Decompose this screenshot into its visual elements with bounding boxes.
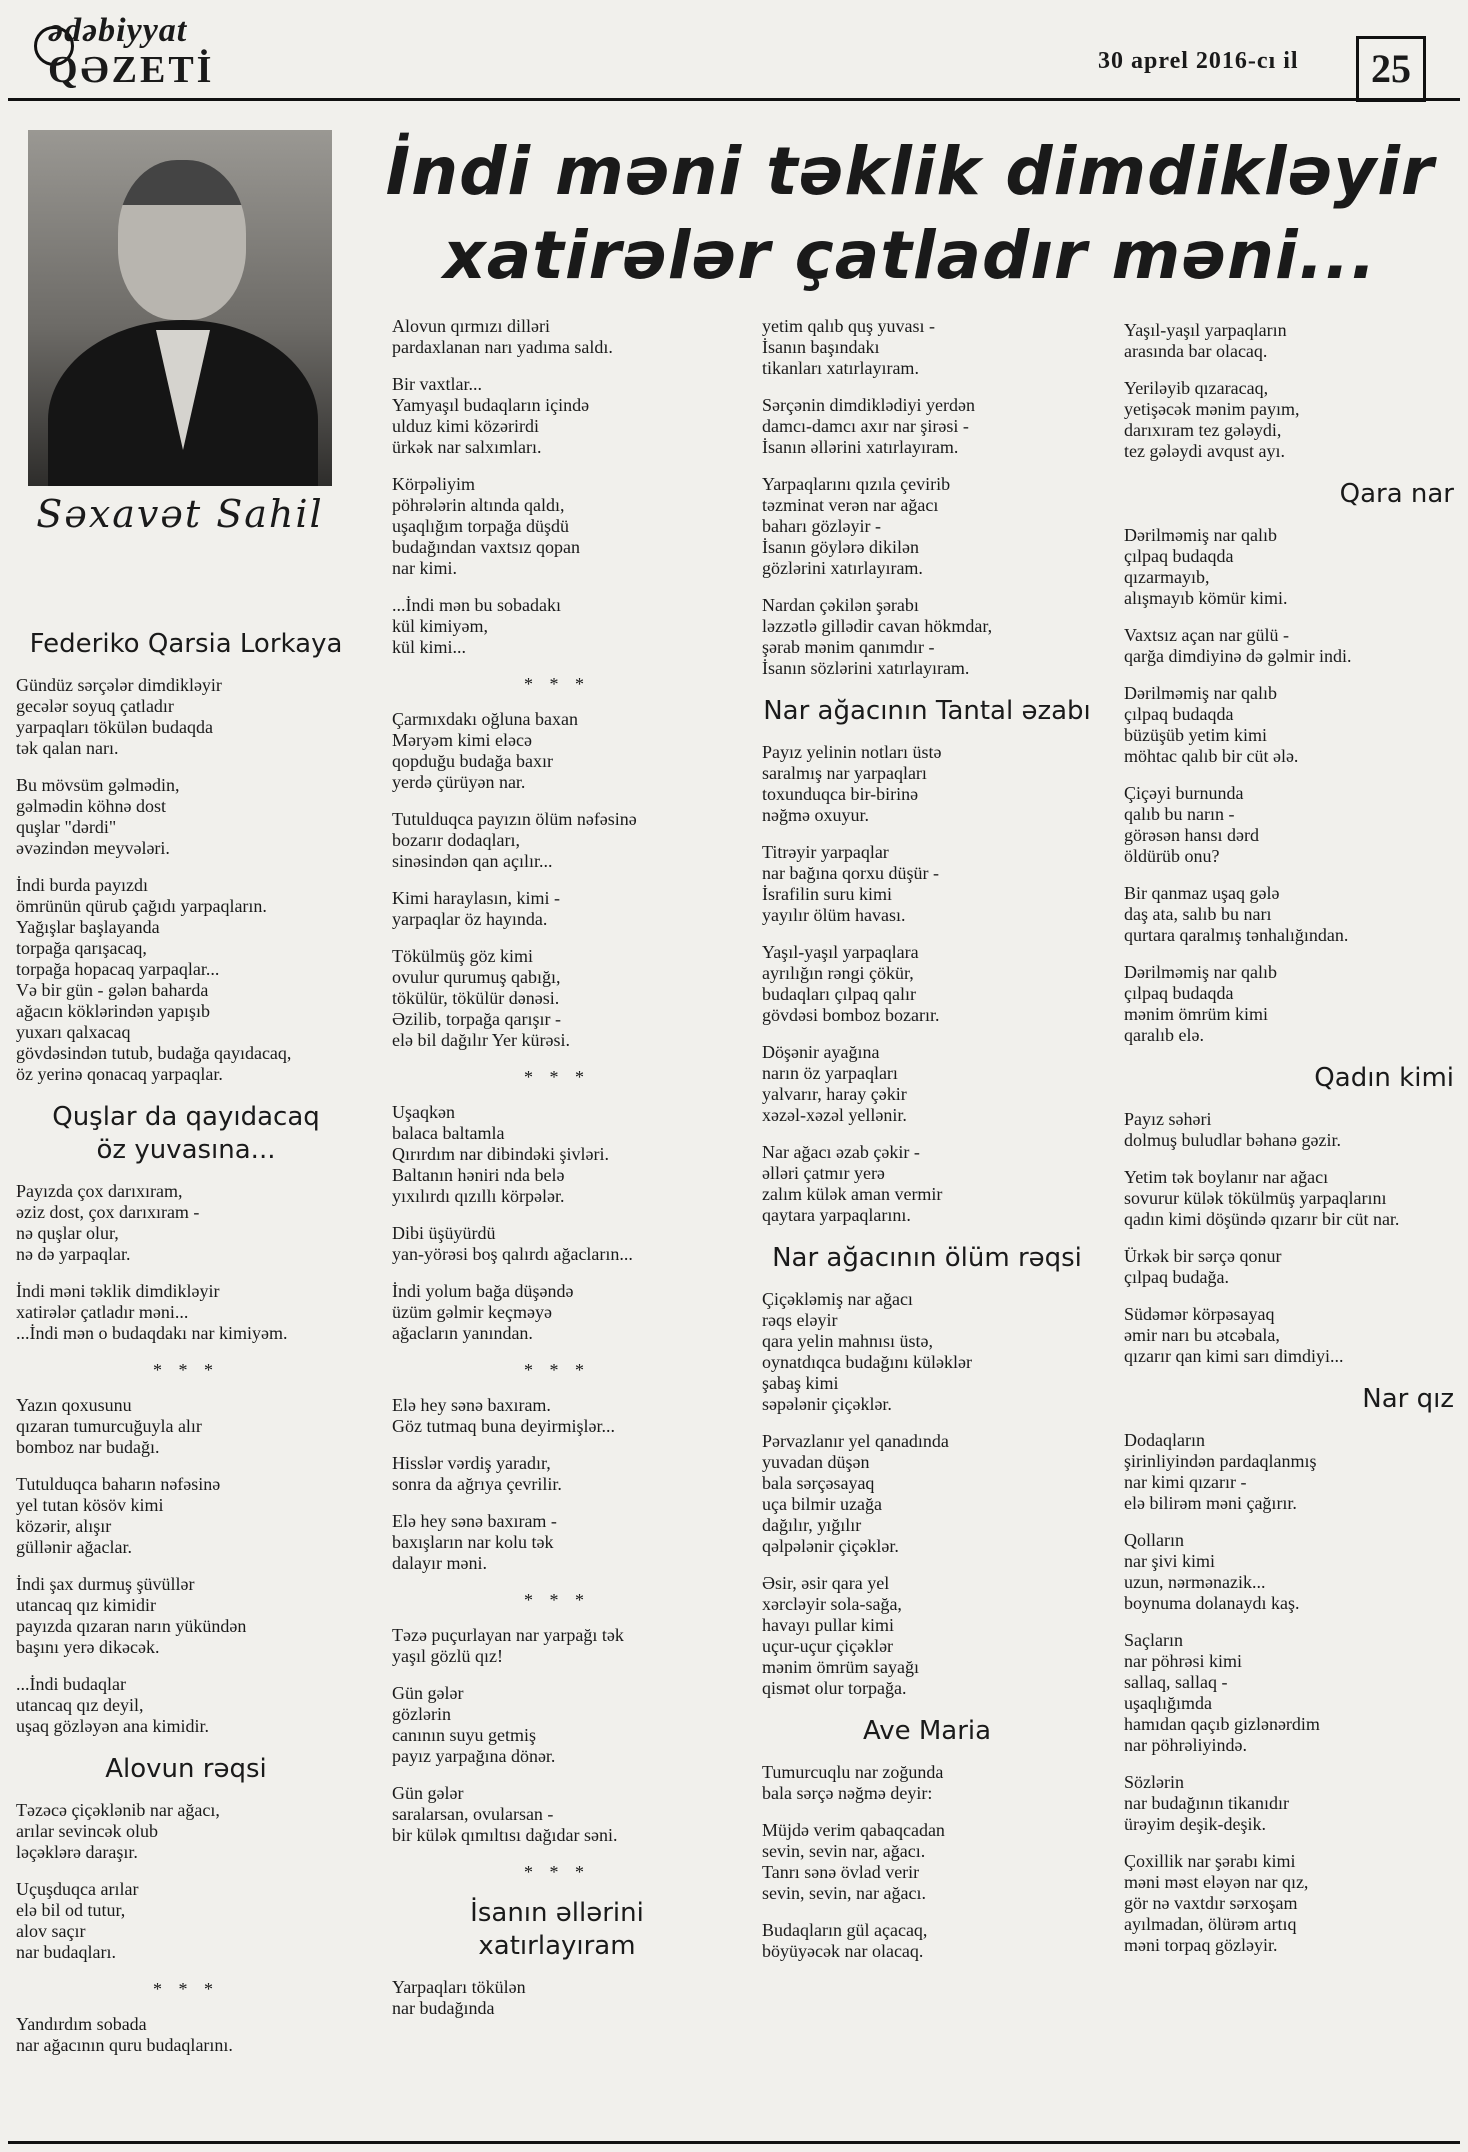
stanza: Gün gələr saralarsan, ovularsan - bir külək qımıltısı dağıdar səni.	[392, 1783, 618, 1845]
stanza: Titrəyir yarpaqlar nar bağına qorxu düşür - İsrafilin suru kimi yayılır ölüm havası.	[762, 842, 939, 925]
top-rule	[8, 98, 1460, 101]
stanza: Budaqların gül açacaq, böyüyəcək nar olacaq.	[762, 1920, 928, 1961]
stanza: Yetim tək boylanır nar ağacı sovurur külək tökülmüş yarpaqlarını qadın kimi döşündə qızarır bir cüt nar.	[1124, 1167, 1400, 1229]
stanza: Tumurcuqlu nar zoğunda bala sərçə nəğmə deyir:	[762, 1762, 944, 1803]
stanza: Dodaqların şirinliyindən pardaqlanmış nar kimi qızarır - elə bilirəm məni çağırır.	[1124, 1430, 1317, 1513]
stanza: Uşaqkən balaca baltamla Qırırdım nar dibindəki şivləri. Baltanın həniri nda belə yıxılırdı qızıllı körpələr.	[392, 1102, 609, 1206]
bottom-rule	[8, 2141, 1460, 2144]
poem-title: Quşlar da qayıdacaq öz yuvasına...	[52, 1102, 320, 1165]
stanza: Bir vaxtlar... Yamyaşıl budaqların içində ulduz kimi közərirdi ürkək nar salxımları.	[392, 374, 590, 457]
section-divider: * * *	[524, 1360, 590, 1380]
masthead-line2: QƏZETİ	[48, 49, 215, 91]
stanza: Çoxillik nar şərabı kimi məni məst eləyən nar qız, gör nə vaxtdır sərxoşam ayılmadan, ölürəm artıq məni torpaq gözləyir.	[1124, 1851, 1309, 1955]
title-line-2: xatirələr çatladır məni...	[443, 217, 1377, 294]
text-column-4	[1124, 320, 1454, 1972]
poem-title: Alovun rəqsi	[105, 1754, 267, 1784]
stanza: Pərvazlanır yel qanadında yuvadan düşən bala sərçəsayaq uça bilmir uzağa dağılır, yığılır qəlpələnir çiçəklər.	[762, 1431, 949, 1556]
stanza: Alovun qırmızı dilləri pardaxlanan narı yadıma saldı.	[392, 316, 613, 357]
stanza: Tutulduqca payızın ölüm nəfəsinə bozarır dodaqları, sinəsindən qan açılır...	[392, 809, 637, 871]
stanza: Təzəcə çiçəklənib nar ağacı, arılar sevincək olub ləçəklərə daraşır.	[16, 1800, 220, 1862]
stanza: Bir qanmaz uşaq gələ daş ata, salıb bu narı qurtara qaralmış tənhalığından.	[1124, 883, 1349, 945]
stanza: Yaşıl-yaşıl yarpaqlara ayrılığın rəngi çökür, budaqları çılpaq qalır gövdəsi bomboz bozarır.	[762, 942, 940, 1025]
poem-title: Nar qız	[1362, 1384, 1454, 1414]
stanza: Payızda çox darıxıram, əziz dost, çox darıxıram - nə quşlar olur, nə də yarpaqlar.	[16, 1181, 200, 1264]
stanza: Nar ağacı əzab çəkir - əlləri çatmır yerə zalım külək aman vermir qaytara yarpaqlarını.	[762, 1142, 943, 1225]
stanza: ...İndi budaqlar utancaq qız deyil, uşaq gözləyən ana kimidir.	[16, 1674, 209, 1736]
stanza: İndi yolum bağa düşəndə üzüm gəlmir keçməyə ağacların yanından.	[392, 1281, 574, 1343]
stanza: yetim qalıb quş yuvası - İsanın başındakı tikanları xatırlayıram.	[762, 316, 935, 378]
section-divider: * * *	[153, 1360, 219, 1380]
stanza: Yaşıl-yaşıl yarpaqların arasında bar olacaq.	[1124, 320, 1287, 361]
stanza: Əsir, əsir qara yel xərcləyir sola-sağa, havayı pullar kimi uçur-uçur çiçəklər mənim ömrüm sayağı qismət olur torpağa.	[762, 1573, 919, 1698]
stanza: Dərilməmiş nar qalıb çılpaq budaqda büzüşüb yetim kimi möhtac qalıb bir cüt ələ.	[1124, 683, 1299, 766]
stanza: Yeriləyib qızaracaq, yetişəcək mənim payım, darıxıram tez gələydi, tez gələydi avqust ayı.	[1124, 378, 1300, 461]
section-divider: * * *	[524, 1590, 590, 1610]
stanza: İndi şax durmuş şüvüllər utancaq qız kimidir payızda qızaran narın yükündən başını yerə dikəcək.	[16, 1574, 247, 1657]
stanza: İndi burda payızdı ömrünün qürub çağıdı yarpaqların. Yağışlar başlayanda torpağa qarışacaq, torpağa hopacaq yarpaqlar... Və bir gün - gələn baharda ağacın köklərindən yapışıb yuxarı qalxacaq gövdəsindən tutub, budağa qayıdacaq, öz yerinə qonacaq yarpaqlar.	[16, 875, 292, 1084]
stanza: Kimi haraylasın, kimi - yarpaqlar öz hayında.	[392, 888, 560, 929]
poem-title: İsanın əllərini xatırlayıram	[470, 1898, 644, 1961]
stanza: Yarpaqlarını qızıla çevirib təzminat verən nar ağacı baharı gözləyir - İsanın göylərə dikilən gözlərini xatırlayıram.	[762, 474, 951, 578]
stanza: Tökülmüş göz kimi ovulur qurumuş qabığı, tökülür, tökülür dənəsi. Əzilib, torpağa qarışır - elə bil dağılır Yer kürəsi.	[392, 946, 570, 1050]
stanza: Elə hey sənə baxıram - baxışların nar kolu tək dalayır məni.	[392, 1511, 557, 1573]
stanza: Payız yelinin notları üstə saralmış nar yarpaqları toxunduqca bir-birinə nəğmə oxuyur.	[762, 742, 942, 825]
stanza: Hisslər vərdiş yaradır, sonra da ağrıya çevrilir.	[392, 1453, 562, 1494]
stanza: Sərçənin dimdiklədiyi yerdən damcı-damcı axır nar şirəsi - İsanın əllərini xatırlayıram.	[762, 395, 975, 457]
stanza: Südəmər körpəsayaq əmir narı bu ətcəbala, qızarır qan kimi sarı dimdiyi...	[1124, 1304, 1344, 1366]
section-divider: * * *	[524, 1067, 590, 1087]
stanza: Yandırdım sobada nar ağacının quru budaqlarını.	[16, 2014, 233, 2055]
stanza: Bu mövsüm gəlmədin, gəlmədin köhnə dost quşlar "dərdi" əvəzindən meyvələri.	[16, 775, 180, 858]
section-divider: * * *	[153, 1979, 219, 1999]
photo-head	[118, 160, 246, 320]
stanza: ...İndi mən bu sobadakı kül kimiyəm, kül kimi...	[392, 595, 561, 657]
stanza: Vaxtsız açan nar gülü - qarğa dimdiyinə də gəlmir indi.	[1124, 625, 1352, 666]
stanza: Elə hey sənə baxıram. Göz tutmaq buna deyirmişlər...	[392, 1395, 615, 1436]
page-number: 25	[1356, 36, 1426, 102]
stanza: Gün gələr gözlərin canının suyu getmiş payız yarpağına dönər.	[392, 1683, 556, 1766]
section-divider: * * *	[524, 1862, 590, 1882]
stanza: Körpəliyim pöhrələrin altında qaldı, uşaqlığım torpağa düşdü budağından vaxtsız qopan nar kimi.	[392, 474, 580, 578]
stanza: Saçların nar pöhrəsi kimi sallaq, sallaq - uşaqlığımda hamıdan qaçıb gizlənərdim nar pöhrəliyində.	[1124, 1630, 1320, 1755]
stanza: Dərilməmiş nar qalıb çılpaq budaqda qızarmayıb, alışmayıb kömür kimi.	[1124, 525, 1288, 608]
stanza: Yarpaqları tökülən nar budağında	[392, 1977, 526, 2018]
poem-title: Qara nar	[1339, 479, 1454, 509]
section-divider: * * *	[524, 674, 590, 694]
stanza: Dibi üşüyürdü yan-yörəsi boş qalırdı ağacların...	[392, 1223, 633, 1264]
text-column-1	[16, 614, 356, 2072]
stanza: Gündüz sərçələr dimdikləyir gecələr soyuq çatladır yarpaqları tökülən budaqda tək qalan narı.	[16, 675, 222, 758]
issue-date: 30 aprel 2016-cı il	[1098, 48, 1299, 74]
stanza: Qolların nar şivi kimi uzun, nərmənazik... boynuma dolanaydı kaş.	[1124, 1530, 1300, 1613]
poem-title: Ave Maria	[862, 1716, 992, 1746]
poem-title: Nar ağacının Tantal əzabı	[763, 696, 1091, 726]
poem-title: Federiko Qarsia Lorkaya	[29, 629, 343, 659]
poem-title: Nar ağacının ölüm rəqsi	[772, 1243, 1082, 1273]
stanza: Çiçəkləmiş nar ağacı rəqs eləyir qara yelin mahnısı üstə, oynatdıqca budağını küləklər şabaş kimi səpələnir çiçəklər.	[762, 1289, 972, 1414]
author-photo	[28, 130, 332, 486]
stanza: Uçuşduqca arılar elə bil od tutur, alov saçır nar budaqları.	[16, 1879, 139, 1962]
text-column-3	[762, 316, 1092, 1978]
stanza: Payız səhəri dolmuş buludlar bəhanə gəzir.	[1124, 1109, 1341, 1150]
stanza: Döşənir ayağına narın öz yarpaqları yalvarır, haray çəkir xəzəl-xəzəl yellənir.	[762, 1042, 907, 1125]
masthead	[34, 12, 274, 90]
stanza: Ürkək bir sərçə qonur çılpaq budağa.	[1124, 1246, 1282, 1287]
stanza: İndi məni təklik dimdikləyir xatirələr çatladır məni... ...İndi mən o budaqdakı nar kimiyəm.	[16, 1281, 288, 1343]
stanza: Çiçəyi burnunda qalıb bu narın - görəsən hansı dərd öldürüb onu?	[1124, 783, 1259, 866]
stanza: Nardan çəkilən şərabı ləzzətlə gillədir cavan hökmdar, şərab mənim qanımdır - İsanın sözlərini xatırlayıram.	[762, 595, 993, 678]
author-name: Səxavət Sahil	[36, 492, 324, 536]
stanza: Müjdə verim qabaqcadan sevin, sevin nar, ağacı. Tanrı sənə övlad verir sevin, sevin, nar ağacı.	[762, 1820, 945, 1903]
stanza: Dərilməmiş nar qalıb çılpaq budaqda mənim ömrüm kimi qaralıb elə.	[1124, 962, 1277, 1045]
masthead-line1: ədəbiyyat	[48, 12, 188, 49]
stanza: Sözlərin nar budağının tikanıdır ürəyim deşik-deşik.	[1124, 1772, 1289, 1834]
text-column-2	[392, 316, 722, 2035]
article-title	[380, 130, 1440, 298]
title-line-1: İndi məni təklik dimdikləyir	[385, 133, 1435, 210]
stanza: Yazın qoxusunu qızaran tumurcuğuyla alır bomboz nar budağı.	[16, 1395, 202, 1457]
stanza: Təzə puçurlayan nar yarpağı tək yaşıl gözlü qız!	[392, 1625, 624, 1666]
poem-title: Qadın kimi	[1314, 1063, 1454, 1093]
stanza: Çarmıxdakı oğluna baxan Məryəm kimi eləcə qopduğu budağa baxır yerdə çürüyən nar.	[392, 709, 578, 792]
stanza: Tutulduqca baharın nəfəsinə yel tutan kösöv kimi közərir, alışır güllənir ağaclar.	[16, 1474, 221, 1557]
